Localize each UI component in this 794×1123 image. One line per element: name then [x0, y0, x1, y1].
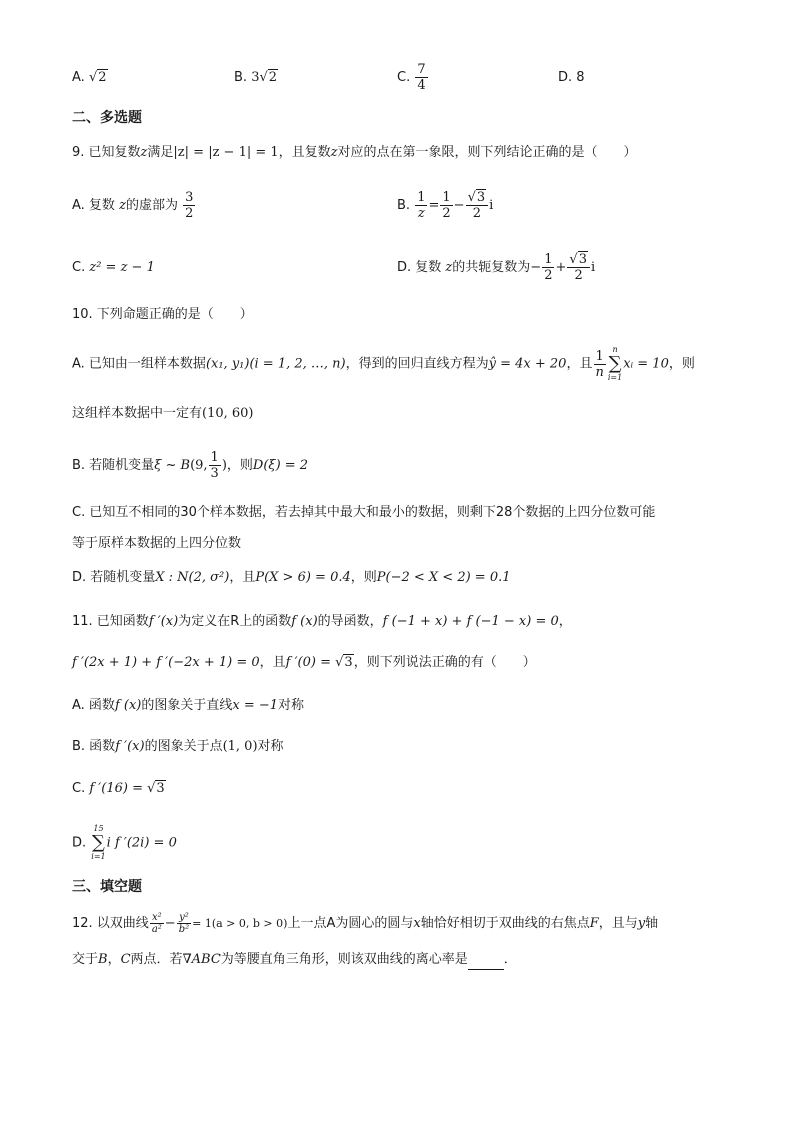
- q12-stem-line2: 交于B，C两点．若∇ABC为等腰直角三角形，则该双曲线的离心率是 ．: [72, 950, 517, 970]
- q9-stem: 9. 已知复数z满足|z| = |z − 1| = 1，且复数z对应的点在第一象限，则下列结论正确的是（ ）: [72, 145, 637, 160]
- q9-option-d: D. 复数 z的共轭复数为− $\frac{1}{2}$ + $\frac{√3}{2}$ i: [397, 252, 596, 283]
- answer-blank[interactable]: [468, 955, 504, 970]
- q10-option-a: A. 已知由一组样本数据(x₁, y₁)(i = 1, 2, …, n)，得到的回归直线方程为ŷ = 4x + 20，且 $\frac{1}{n}$ n ∑ i=1 xᵢ = 10，则: [72, 345, 695, 382]
- q9-option-b: B. $\frac{1}{z}$ = $\frac{1}{2}$ − $\frac{√3}{2}$ i: [397, 190, 494, 221]
- q10-option-a-continued: 这组样本数据中一定有(10, 60): [72, 406, 254, 421]
- q8-option-a: A. √2: [72, 70, 107, 85]
- q11-stem-line1: 11. 已知函数f ′(x)为定义在R上的函数f (x)的导函数，f (−1 + x) + f (−1 − x) = 0，: [72, 614, 572, 629]
- q11-option-b: B. 函数f ′(x)的图象关于点(1, 0)对称: [72, 739, 284, 754]
- summation-symbol: n ∑ i=1: [607, 345, 623, 382]
- q8-option-d: D. 8: [558, 70, 585, 85]
- section-heading-multiple-choice: 二、多选题: [72, 110, 142, 126]
- q10-option-c: C. 已知互不相同的30个样本数据，若去掉其中最大和最小的数据，则剩下28个数据的上四分位数可能: [72, 505, 656, 520]
- q10-stem: 10. 下列命题正确的是（ ）: [72, 307, 253, 322]
- q11-option-a: A. 函数f (x)的图象关于直线x = −1对称: [72, 698, 305, 713]
- q10-option-d: D. 若随机变量X : N(2, σ²)，且P(X > 6) = 0.4，则P(−2 < X < 2) = 0.1: [72, 570, 511, 585]
- summation-symbol: 15 ∑ i=1: [91, 824, 106, 861]
- q10-option-b: B. 若随机变量ξ ~ B(9, $\frac{1}{3}$ )，则D(ξ) = 2: [72, 450, 309, 481]
- q9-option-c: C. z² = z − 1: [72, 260, 155, 275]
- q11-option-d: D. 15 ∑ i=1 i f ′(2i) = 0: [72, 824, 177, 861]
- q11-stem-line2: f ′(2x + 1) + f ′(−2x + 1) = 0，且f ′(0) = √3，则下列说法正确的有（ ）: [72, 655, 536, 670]
- q8-option-c: C. $\frac{7}{4}$: [397, 62, 426, 93]
- q8-option-b: B. 3√2: [234, 70, 278, 85]
- q9-option-a: A. 复数 z的虚部为 $\frac{3}{2}$: [72, 190, 194, 221]
- q11-option-c: C. f ′(16) = √3: [72, 781, 165, 796]
- q10-option-c-continued: 等于原样本数据的上四分位数: [72, 536, 242, 551]
- sqrt-expression: √2: [88, 70, 107, 85]
- section-heading-fill-in: 三、填空题: [72, 879, 142, 895]
- q12-stem-line1: 12. 以双曲线 $\frac{\text{x²}}{\text{a²}}$ − $\frac{\text{y²}}{\text{b²}}$ = 1(a > 0, b > 0)上一点A为圆心的圆与x轴恰好相切于双曲线的右焦点F，且与y轴: [72, 912, 659, 935]
